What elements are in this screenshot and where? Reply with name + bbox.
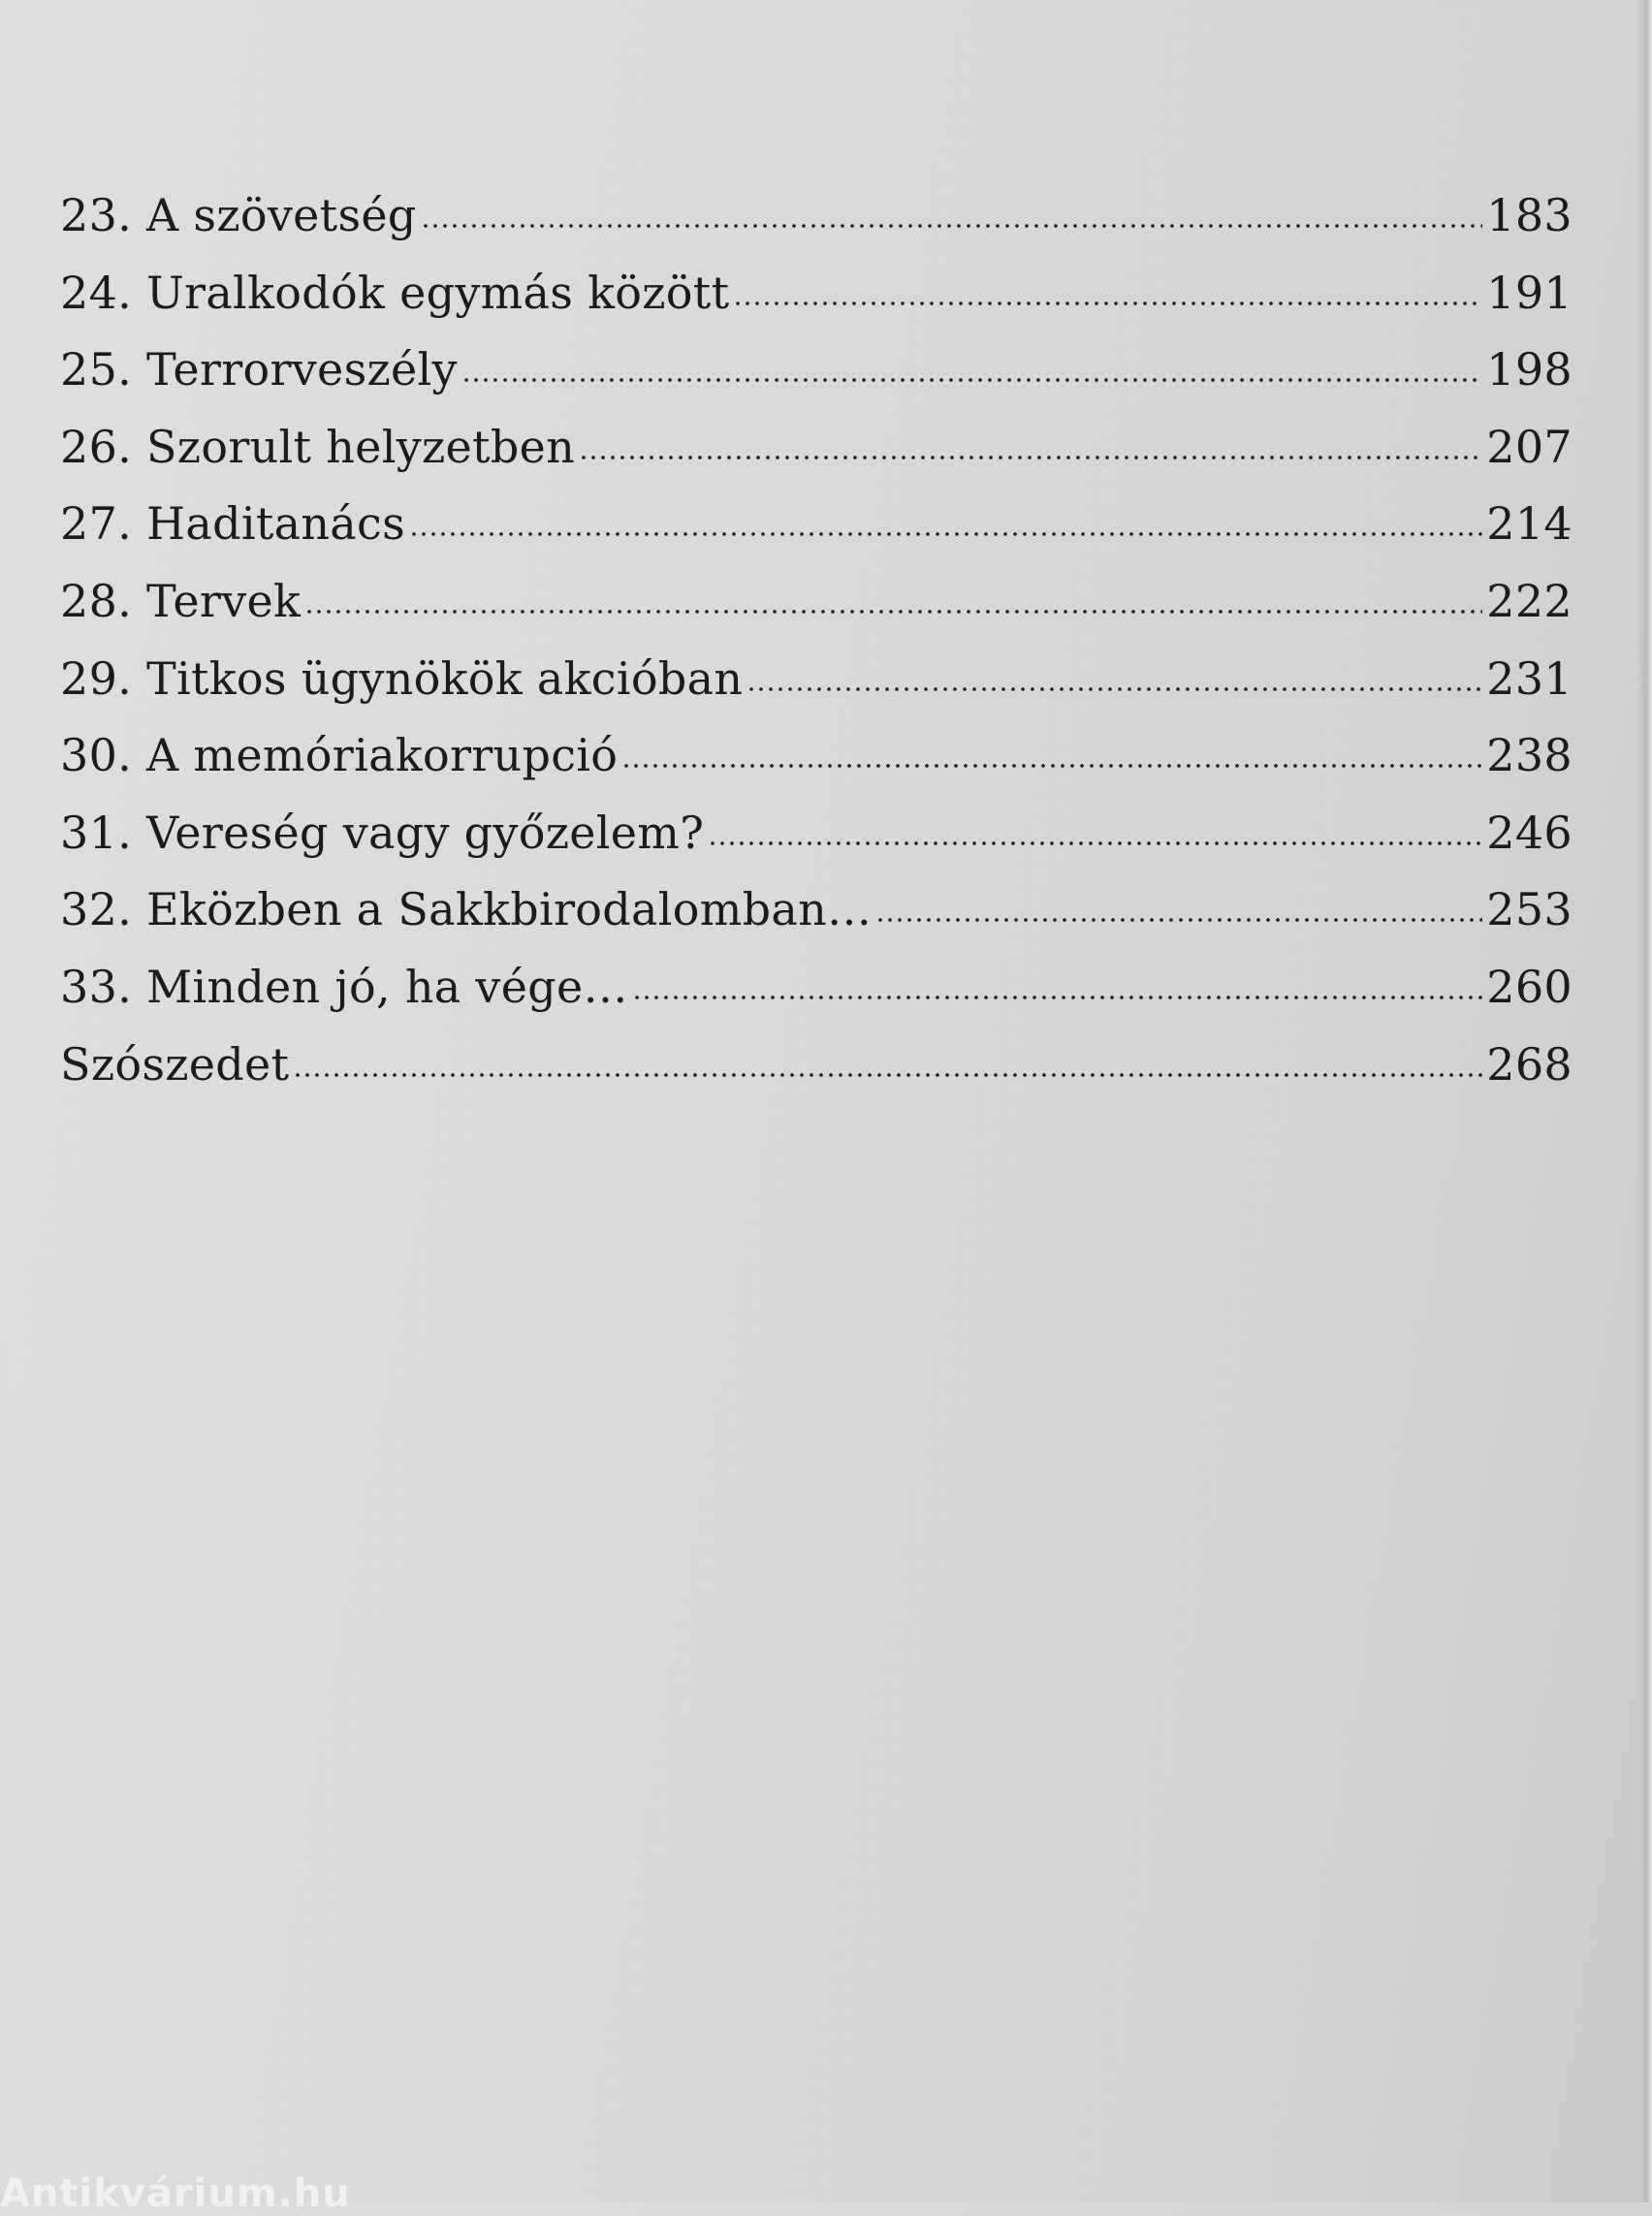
dot-leader [632, 993, 1483, 1002]
toc-entry-page: 231 [1486, 651, 1573, 705]
toc-entry-title: 31. Vereség vagy győzelem? [60, 806, 705, 859]
toc-entry-title: 28. Tervek [60, 574, 302, 627]
toc-entry [60, 652, 1573, 730]
dot-leader [708, 839, 1482, 848]
toc-entry-title: 23. A szövetség [60, 189, 417, 241]
toc-entry-page: 268 [1486, 1037, 1573, 1091]
toc-entry-page: 238 [1486, 729, 1573, 782]
toc-entry [60, 497, 1573, 575]
toc-entry [60, 961, 1573, 1038]
toc-entry-page: 246 [1486, 806, 1573, 859]
dot-leader [421, 221, 1483, 231]
toc-entry [60, 1038, 1573, 1116]
toc-entry-title: 30. A memóriakorrupció [60, 729, 619, 782]
toc-entry-title: 32. Eközben a Sakkbirodalomban… [60, 883, 873, 936]
dot-leader [875, 915, 1482, 925]
dot-leader [409, 529, 1482, 539]
table-of-contents [60, 189, 1573, 1115]
dot-leader [621, 761, 1482, 771]
dot-leader [747, 684, 1482, 694]
toc-entry-page: 214 [1486, 497, 1573, 551]
toc-entry-page: 253 [1486, 883, 1573, 936]
watermark: Antikvárium.hu [0, 2171, 351, 2216]
toc-entry [60, 267, 1573, 344]
toc-entry [60, 807, 1573, 884]
dot-leader [304, 607, 1482, 617]
toc-entry-title: 24. Uralkodók egymás között [60, 266, 730, 319]
toc-entry [60, 575, 1573, 652]
toc-entry-title: 27. Haditanács [60, 497, 406, 551]
page-edge [1638, 0, 1652, 2202]
toc-entry [60, 883, 1573, 961]
toc-entry [60, 729, 1573, 807]
toc-entry-title: 25. Terrorveszély [60, 343, 458, 396]
toc-entry [60, 343, 1573, 421]
toc-entry-page: 222 [1486, 574, 1573, 627]
toc-entry-title: Szószedet [60, 1037, 290, 1091]
toc-entry-title: 26. Szorult helyzetben [60, 420, 576, 473]
toc-entry-page: 260 [1486, 960, 1573, 1013]
toc-entry [60, 421, 1573, 498]
toc-entry-title: 29. Titkos ügynökök akcióban [60, 651, 744, 705]
toc-entry-title: 33. Minden jó, ha vége… [60, 960, 628, 1013]
toc-entry [60, 189, 1573, 267]
toc-entry-page: 198 [1486, 343, 1573, 396]
toc-entry-page: 183 [1486, 189, 1573, 241]
toc-entry-page: 207 [1486, 420, 1573, 473]
dot-leader [293, 1070, 1482, 1080]
dot-leader [579, 453, 1482, 462]
dot-leader [733, 299, 1482, 308]
dot-leader [461, 375, 1482, 385]
toc-entry-page: 191 [1486, 266, 1573, 319]
